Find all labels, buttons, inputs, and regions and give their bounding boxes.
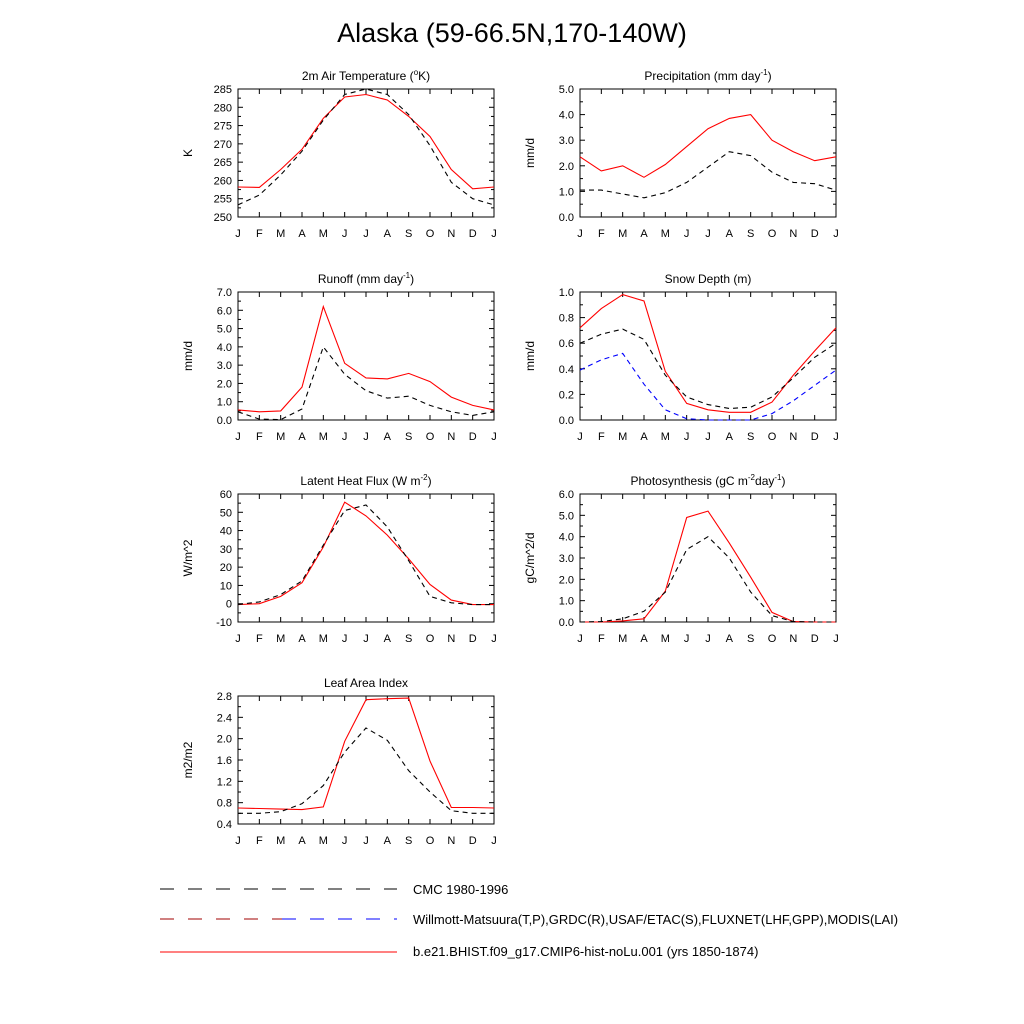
- panel-3-ytick-label: 2.0: [216, 378, 232, 391]
- panel-6-ylabel: gC/m^2/d: [523, 532, 537, 584]
- panel-6-xtick-label: J: [705, 633, 711, 645]
- panel-2-ylabel: mm/d: [523, 138, 537, 168]
- panel-3-xtick-label: A: [383, 431, 392, 443]
- panel-6-frame: [580, 494, 836, 622]
- panel-6-xtick-label: F: [597, 633, 605, 645]
- panel-4-xtick-label: M: [660, 431, 670, 443]
- legend-label-model: b.e21.BHIST.f09_g17.CMIP6-hist-noLu.001 (yrs 1850-1874): [413, 944, 759, 959]
- panel-3-xtick-label: O: [425, 431, 435, 443]
- panel-7-xtick-label: N: [447, 835, 456, 847]
- panel-7-ytick-label: 0.8: [216, 797, 232, 810]
- panel-3-xtick-label: J: [363, 431, 369, 443]
- panel-6-title: Photosynthesis (gC $m^{-2}day^{-1}$): [630, 473, 786, 488]
- panel-1-xtick-label: O: [425, 228, 435, 240]
- panel-2-xtick-label: M: [660, 228, 670, 240]
- panel-1-ytick-label: 265: [213, 157, 232, 170]
- panel-6-series-cmc: [580, 537, 836, 622]
- panel-2-ytick-label: 0.0: [558, 212, 574, 224]
- panel-1-xtick-label: F: [255, 228, 263, 240]
- panel-2-series-model: [580, 115, 836, 178]
- panel-6-xtick-label: J: [833, 633, 839, 645]
- panel-2-ytick-label: 2.0: [558, 160, 574, 173]
- panel-5-ytick-label: 20: [219, 562, 232, 575]
- panel-6-xtick-label: S: [746, 633, 755, 645]
- panel-3-xtick-label: J: [235, 431, 241, 443]
- panel-4-ytick-label: 0.6: [558, 338, 574, 351]
- panel-5-xtick-label: J: [235, 633, 241, 645]
- panel-7-xtick-label: M: [318, 835, 328, 847]
- panel-5-xtick-label: J: [491, 633, 497, 645]
- panel-2-ytick-label: 5.0: [558, 84, 574, 96]
- panel-4-frame: [580, 292, 836, 420]
- panel-6-xtick-label: N: [789, 633, 798, 645]
- panel-7-ytick-label: 1.2: [216, 776, 232, 789]
- panel-7-xtick-label: A: [383, 835, 392, 847]
- panel-6-xtick-label: A: [725, 633, 734, 645]
- panel-7-frame: [238, 696, 494, 824]
- panel-4-xtick-label: N: [789, 431, 798, 443]
- panel-6-xtick-label: M: [660, 633, 670, 645]
- panel-5-ytick-label: 40: [219, 525, 232, 538]
- panel-5-xtick-label: M: [318, 633, 328, 645]
- panel-4-ytick-label: 0.8: [558, 312, 574, 325]
- panel-6-xtick-label: M: [618, 633, 628, 645]
- panel-5-xtick-label: A: [298, 633, 306, 645]
- panel-1-ytick-label: 260: [213, 175, 232, 188]
- panel-7-xtick-label: J: [341, 835, 348, 847]
- panel-2-xtick-label: D: [810, 228, 819, 240]
- panel-7-ytick-label: 2.0: [216, 733, 232, 746]
- panel-3-xtick-label: J: [491, 431, 497, 443]
- panel-2-xtick-label: O: [767, 228, 777, 240]
- panel-4-xtick-label: J: [577, 431, 583, 443]
- legend-label-observations: Willmott-Matsuura(T,P),GRDC(R),USAF/ETAC(S),FLUXNET(LHF,GPP),MODIS(LAI): [413, 912, 899, 927]
- panel-1-xtick-label: M: [318, 228, 328, 240]
- panel-3-series-cmc: [238, 347, 494, 420]
- panel-2-ytick-label: 4.0: [558, 109, 574, 122]
- panel-3-ytick-label: 7.0: [216, 287, 232, 299]
- panel-5-xtick-label: J: [363, 633, 369, 645]
- panel-3-ytick-label: 5.0: [216, 323, 232, 336]
- panel-7-series-model: [238, 698, 494, 810]
- panel-3-xtick-label: S: [404, 431, 413, 443]
- panel-3-xtick-label: N: [447, 431, 456, 443]
- panel-3-xtick-label: A: [298, 431, 306, 443]
- panel-2-xtick-label: S: [746, 228, 755, 240]
- panel-5-xtick-label: M: [276, 633, 286, 645]
- panel-7-ytick-label: 0.4: [216, 819, 232, 831]
- panel-3-series-model: [238, 307, 494, 412]
- panel-2-title: Precipitation (mm day$^{-1}$): [644, 68, 772, 83]
- panel-1-xtick-label: N: [447, 228, 456, 240]
- panel-3-xtick-label: M: [318, 431, 328, 443]
- panel-6-xtick-label: O: [767, 633, 777, 645]
- panel-3-xtick-label: D: [468, 431, 477, 443]
- panel-1-ytick-label: 275: [213, 120, 232, 133]
- panel-4-series-cmc: [580, 329, 836, 408]
- panel-7-xtick-label: S: [404, 835, 413, 847]
- panel-6-ytick-label: 1.0: [558, 595, 574, 608]
- panel-3-ytick-label: 6.0: [216, 305, 232, 318]
- panel-6-ytick-label: 0.0: [558, 617, 574, 629]
- panel-1-ytick-label: 280: [213, 102, 232, 115]
- panel-4-xtick-label: J: [705, 431, 711, 443]
- panel-1-xtick-label: J: [363, 228, 369, 240]
- panel-5-xtick-label: S: [404, 633, 413, 645]
- panel-2-xtick-label: F: [597, 228, 605, 240]
- panel-5-ylabel: W/m^2: [181, 539, 195, 577]
- panel-4-ytick-label: 1.0: [558, 287, 574, 299]
- panel-3-ytick-label: 3.0: [216, 360, 232, 373]
- panel-6-xtick-label: A: [640, 633, 648, 645]
- panel-2-xtick-label: M: [618, 228, 628, 240]
- panel-1-ytick-label: 270: [213, 138, 232, 151]
- panel-1-ytick-label: 255: [213, 193, 232, 206]
- panel-5-xtick-label: O: [425, 633, 435, 645]
- panel-2-ytick-label: 1.0: [558, 186, 574, 199]
- panel-1-xtick-label: M: [276, 228, 286, 240]
- panel-3-xtick-label: M: [276, 431, 286, 443]
- panel-1-xtick-label: S: [404, 228, 413, 240]
- panel-4-xtick-label: D: [810, 431, 819, 443]
- panel-7-ylabel: m2/m2: [181, 741, 195, 779]
- panel-2-ytick-label: 3.0: [558, 135, 574, 148]
- panel-3-ytick-label: 0.0: [216, 415, 232, 427]
- panel-4-title: Snow Depth (m): [664, 272, 752, 286]
- legend-label-cmc: CMC 1980-1996: [413, 882, 509, 897]
- panel-7-ytick-label: 1.6: [216, 755, 232, 767]
- panel-7-title: Leaf Area Index: [323, 676, 409, 690]
- panel-4-xtick-label: J: [683, 431, 690, 443]
- panel-3-xtick-label: J: [341, 431, 348, 443]
- panel-5-series-cmc: [238, 505, 494, 605]
- panel-4-xtick-label: A: [640, 431, 648, 443]
- panel-5-xtick-label: N: [447, 633, 456, 645]
- panel-5-ytick-label: 50: [219, 507, 232, 520]
- panel-4-xtick-label: M: [618, 431, 628, 443]
- panel-7-xtick-label: J: [235, 835, 241, 847]
- panel-3-ylabel: mm/d: [181, 341, 195, 371]
- panel-7-xtick-label: A: [298, 835, 306, 847]
- panel-4-ylabel: mm/d: [523, 341, 537, 371]
- panel-4-xtick-label: S: [746, 431, 755, 443]
- panel-1-ytick-label: 250: [213, 212, 232, 224]
- panel-1-series-model: [238, 95, 494, 189]
- panel-7-xtick-label: D: [468, 835, 477, 847]
- panel-7-ytick-label: 2.8: [216, 691, 232, 703]
- panel-5-ytick-label: 10: [219, 580, 232, 593]
- panel-1-title: 2m Air Temperature ($^o$K): [301, 68, 431, 83]
- panel-6-ytick-label: 5.0: [558, 510, 574, 523]
- panel-1-xtick-label: J: [341, 228, 348, 240]
- panel-2-xtick-label: J: [705, 228, 711, 240]
- panel-7-xtick-label: M: [276, 835, 286, 847]
- panel-5-ytick-label: -10: [216, 617, 232, 629]
- panel-1-xtick-label: A: [383, 228, 392, 240]
- panel-5-xtick-label: D: [468, 633, 477, 645]
- panel-4-ytick-label: 0.0: [558, 415, 574, 427]
- panel-3-ytick-label: 4.0: [216, 341, 232, 354]
- panel-6-ytick-label: 3.0: [558, 553, 574, 565]
- panel-3-xtick-label: F: [255, 431, 263, 443]
- panel-5-ytick-label: 30: [219, 543, 232, 556]
- panel-2-xtick-label: A: [725, 228, 734, 240]
- panel-6-series-model: [580, 511, 836, 622]
- panel-6-xtick-label: D: [810, 633, 819, 645]
- panel-1-ylabel: K: [181, 148, 195, 158]
- panel-5-ytick-label: 60: [219, 489, 232, 501]
- panel-1-ytick-label: 285: [213, 84, 232, 96]
- panel-5-xtick-label: A: [383, 633, 392, 645]
- panel-6-ytick-label: 6.0: [558, 489, 574, 501]
- panel-5-title: Latent Heat Flux (W $m^{-2}$): [300, 473, 432, 488]
- panel-7-ytick-label: 2.4: [216, 712, 232, 725]
- panel-4-xtick-label: A: [725, 431, 734, 443]
- panel-2-xtick-label: J: [683, 228, 690, 240]
- panel-6-xtick-label: J: [577, 633, 583, 645]
- panel-7-series-cmc: [238, 728, 494, 813]
- panel-4-ytick-label: 0.2: [558, 389, 574, 402]
- panel-4-xtick-label: O: [767, 431, 777, 443]
- panel-6-xtick-label: J: [683, 633, 690, 645]
- panel-3-title: Runoff (mm day$^{-1}$): [317, 271, 415, 286]
- panel-2-xtick-label: A: [640, 228, 648, 240]
- panel-7-xtick-label: F: [255, 835, 263, 847]
- panel-6-ytick-label: 4.0: [558, 531, 574, 544]
- panel-3-frame: [238, 292, 494, 420]
- panel-4-ytick-label: 0.4: [558, 363, 574, 376]
- panel-4-xtick-label: F: [597, 431, 605, 443]
- panel-7-xtick-label: J: [363, 835, 369, 847]
- panel-7-xtick-label: O: [425, 835, 435, 847]
- figure-title: Alaska (59-66.5N,170-140W): [337, 18, 687, 48]
- panel-1-xtick-label: D: [468, 228, 477, 240]
- panel-2-xtick-label: N: [789, 228, 798, 240]
- panel-5-frame: [238, 494, 494, 622]
- panel-7-xtick-label: J: [491, 835, 497, 847]
- panel-1-xtick-label: J: [235, 228, 241, 240]
- panel-5-xtick-label: F: [255, 633, 263, 645]
- panel-4-xtick-label: J: [833, 431, 839, 443]
- panel-1-frame: [238, 89, 494, 217]
- panel-2-xtick-label: J: [577, 228, 583, 240]
- panel-1-xtick-label: J: [491, 228, 497, 240]
- panel-5-ytick-label: 0: [225, 598, 232, 611]
- panel-5-xtick-label: J: [341, 633, 348, 645]
- panel-5-series-model: [238, 502, 494, 604]
- panel-1-xtick-label: A: [298, 228, 306, 240]
- panel-1-series-cmc: [238, 89, 494, 205]
- panel-2-xtick-label: J: [833, 228, 839, 240]
- panel-3-ytick-label: 1.0: [216, 396, 232, 409]
- panel-2-series-cmc: [580, 152, 836, 198]
- panel-6-ytick-label: 2.0: [558, 574, 574, 587]
- panel-4-series-model: [580, 295, 836, 413]
